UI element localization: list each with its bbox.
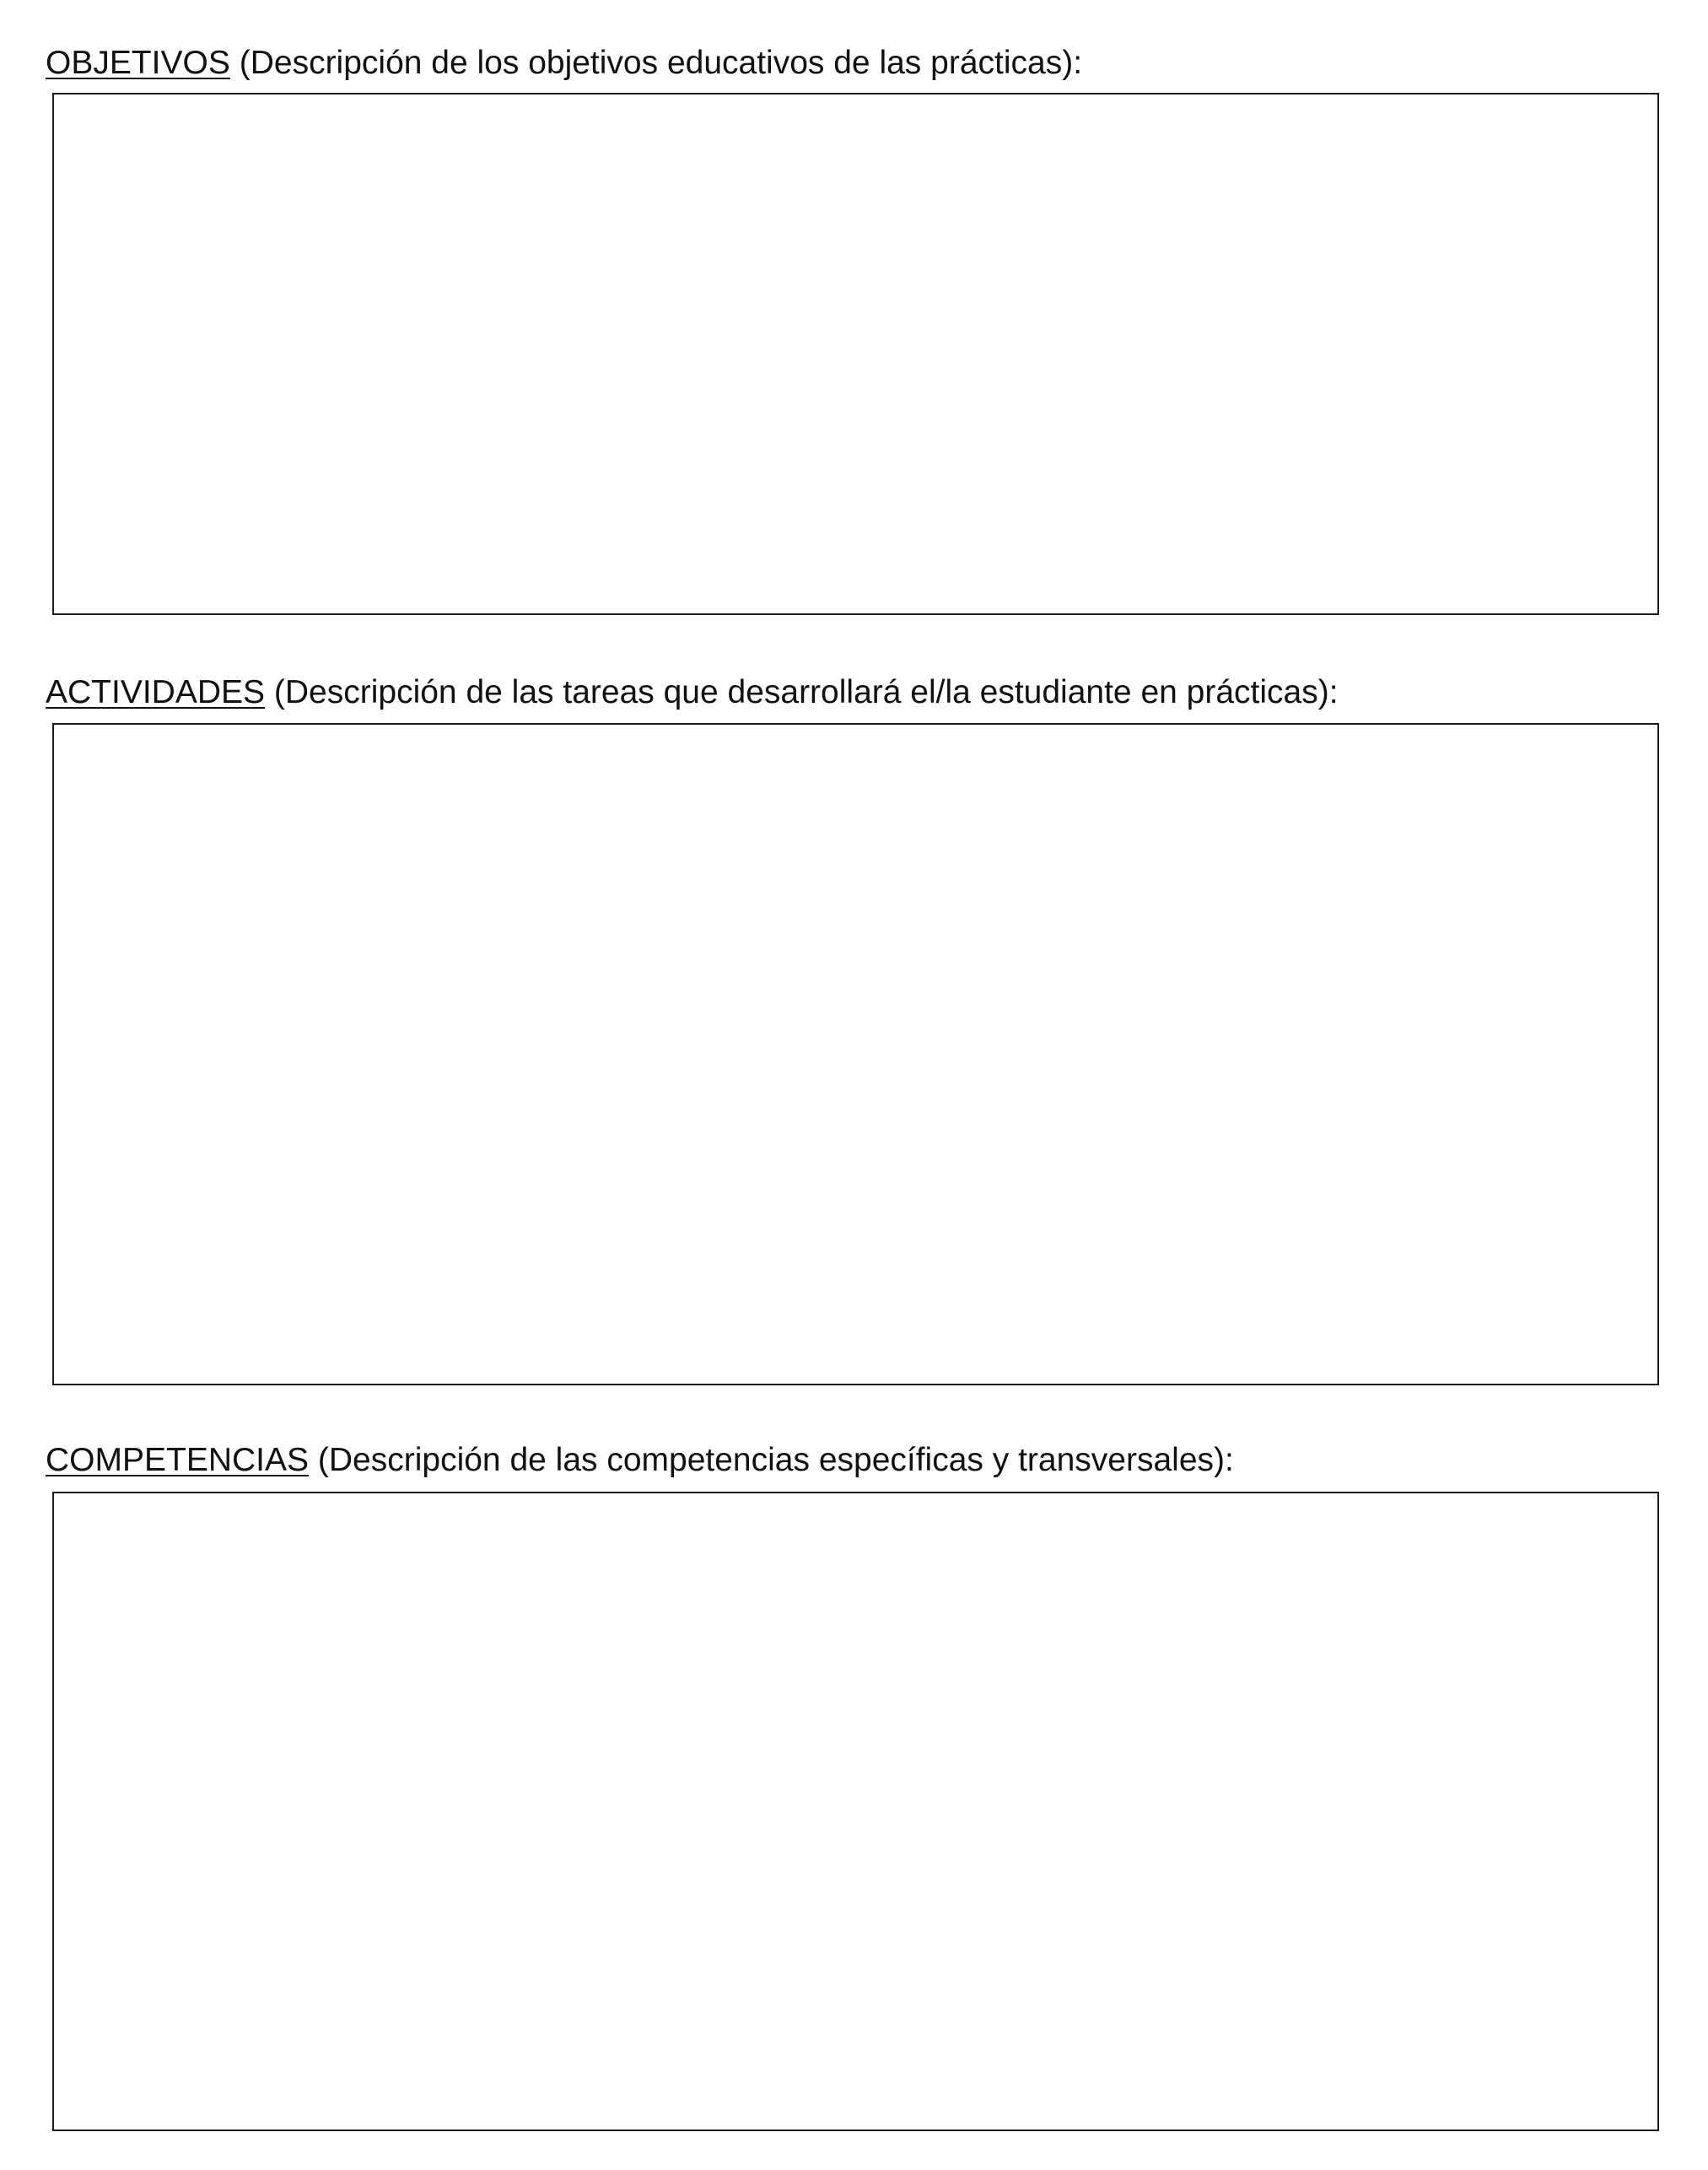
competencias-label [46,1441,1234,1480]
competencias-text-box[interactable] [52,1492,1659,2131]
actividades-text-box[interactable] [52,723,1659,1385]
objetivos-heading: OBJETIVOS [46,45,230,81]
competencias-heading: COMPETENCIAS [46,1442,310,1478]
objetivos-description: (Descripción de los objetivos educativos de las prácticas): [229,45,1083,81]
actividades-description: (Descripción de las tareas que desarrollará el/la estudiante en prácticas): [265,674,1339,710]
competencias-description: (Descripción de las competencias específicas y transversales): [309,1442,1234,1478]
objetivos-text-box[interactable] [52,93,1659,615]
actividades-heading: ACTIVIDADES [46,674,266,710]
objetivos-label [46,44,1082,83]
actividades-label [46,673,1339,712]
